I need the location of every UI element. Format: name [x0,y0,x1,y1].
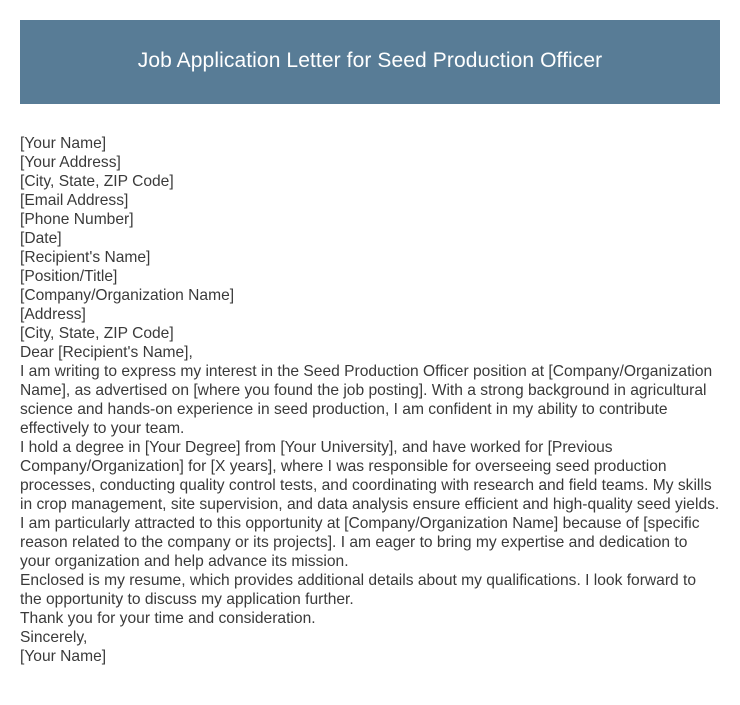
paragraph-enclosure: Enclosed is my resume, which provides additional details about my qualifications. I look forward to the opportunity to discuss my application further. [20,572,697,608]
sender-phone: [Phone Number] [20,211,134,228]
letter-date: [Date] [20,230,62,247]
title-banner [20,20,720,104]
closing-line: Sincerely, [20,629,88,646]
paragraph-experience: I hold a degree in [Your Degree] from [Your University], and have worked for [Previous Company/Organization] for [X years], where I was responsible for overseeing seed production processes, conducting quality control tests, and coordinating with research and field teams. My skills in crop management, site supervision, and data analysis ensure efficient and high-quality seed yields. [20,439,720,513]
recipient-city: [City, State, ZIP Code] [20,325,174,342]
recipient-address: [Address] [20,306,86,323]
recipient-name: [Recipient's Name] [20,249,151,266]
paragraph-intro: I am writing to express my interest in the Seed Production Officer position at [Company/Organization Name], as advertised on [where you found the job posting]. With a strong background in agricultural science and hands-on experience in seed production, I am confident in my ability to contribute effectively to your team. [20,363,713,437]
thanks-line: Thank you for your time and consideration. [20,610,316,627]
recipient-position: [Position/Title] [20,268,118,285]
paragraph-motivation: I am particularly attracted to this opportunity at [Company/Organization Name] because of [specific reason related to the company or its projects]. I am eager to bring my expertise and dedication to your organization and help advance its mission. [20,515,700,570]
sender-email: [Email Address] [20,192,129,209]
signature-name: [Your Name] [20,648,107,665]
sender-address: [Your Address] [20,154,121,171]
recipient-company: [Company/Organization Name] [20,287,235,304]
salutation: Dear [Recipient's Name], [20,344,193,361]
sender-name: [Your Name] [20,135,107,152]
page-title: Job Application Letter for Seed Production Officer [137,49,603,72]
sender-city: [City, State, ZIP Code] [20,173,174,190]
letter-body [20,134,722,666]
